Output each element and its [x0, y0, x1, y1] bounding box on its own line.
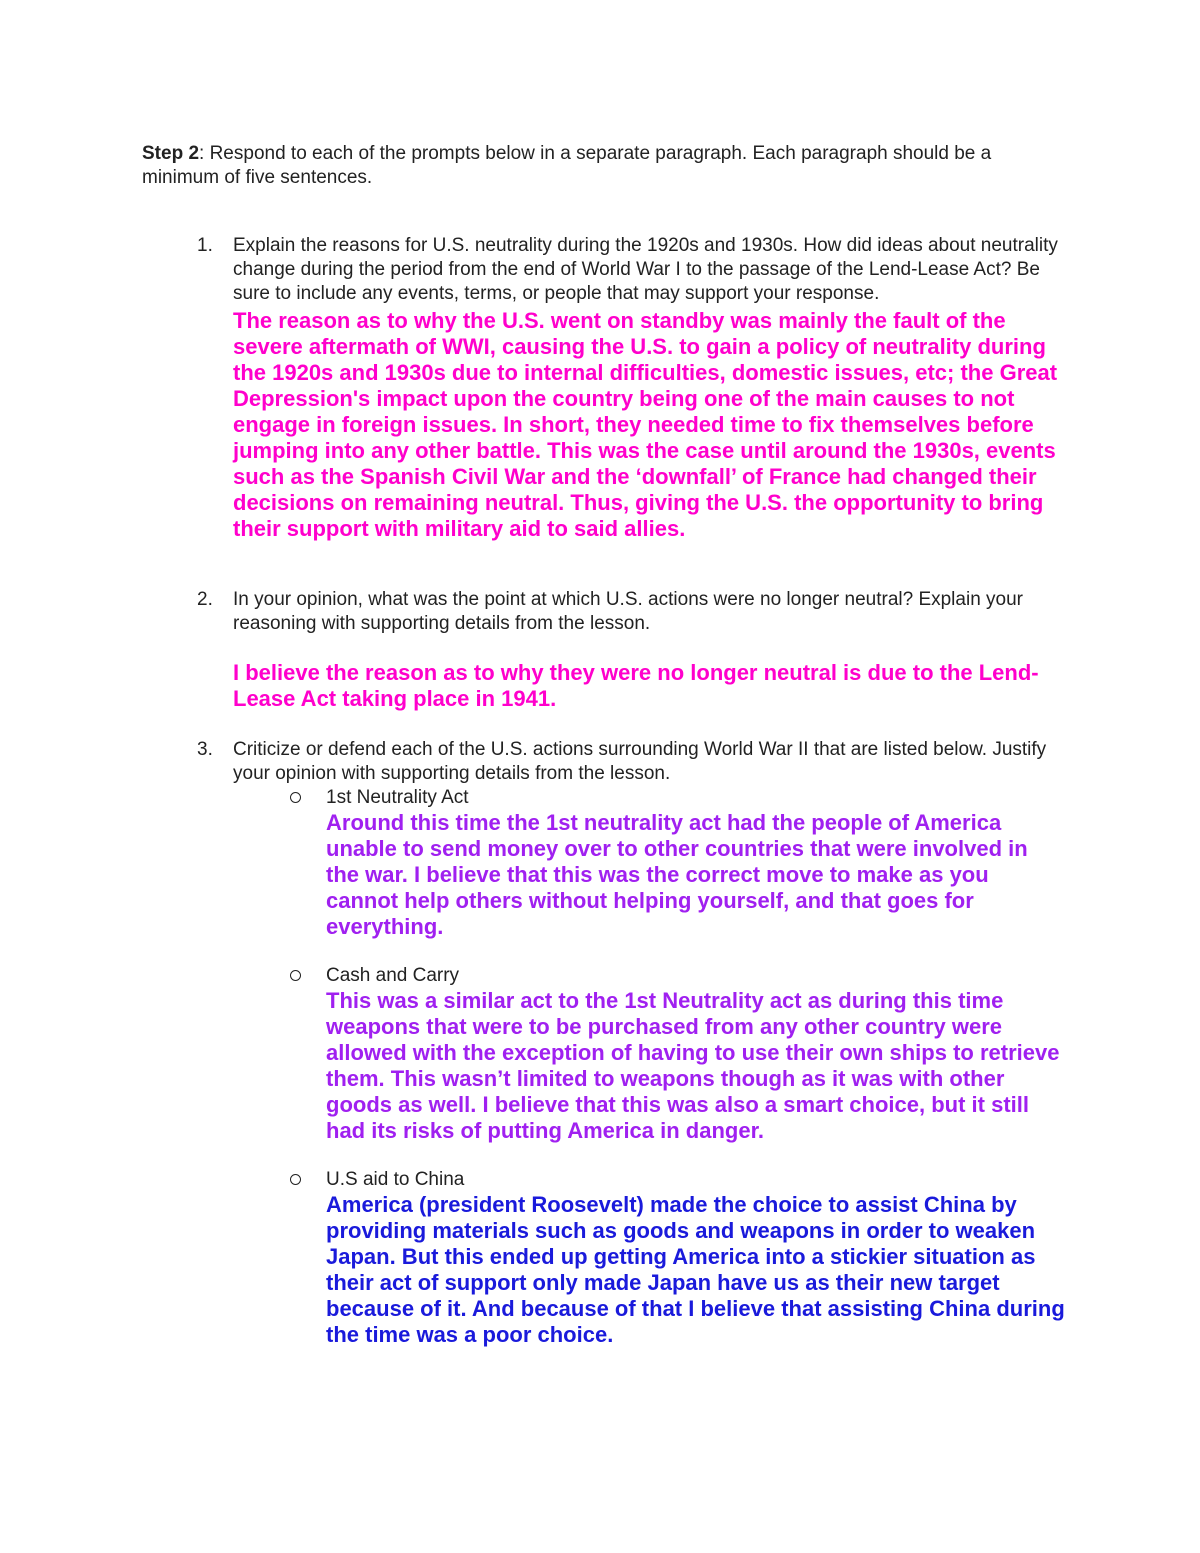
- question-prompt: In your opinion, what was the point at which U.S. actions were no longer neutral? Explain your reasoning with supporting details from the lesson.: [233, 589, 1024, 634]
- question-2-block: [233, 588, 1073, 712]
- question-answer: I believe the reason as to why they were no longer neutral is due to the Lend-Lease Act taking place in 1941.: [233, 660, 1039, 711]
- circle-bullet-icon: [290, 1174, 301, 1185]
- instructions-paragraph: [142, 142, 1062, 190]
- question-prompt: Criticize or defend each of the U.S. actions surrounding World War II that are listed below. Justify your opinion with supporting details from the lesson.: [233, 739, 1047, 784]
- instructions-text: : Respond to each of the prompts below in a separate paragraph. Each paragraph should be a minimum of five sentences.: [142, 143, 992, 188]
- circle-bullet-icon: [290, 970, 301, 981]
- question-number: 3.: [197, 739, 213, 760]
- question-number: 2.: [197, 589, 213, 610]
- subitem-answer: Around this time the 1st neutrality act had the people of America unable to send money over to other countries that were involved in the war. I believe that this was the correct move to make as you cannot help others without helping yourself, and that goes for everything.: [326, 810, 1028, 939]
- question-3-block: [233, 738, 1073, 786]
- circle-bullet-icon: [290, 792, 301, 803]
- question-answer: The reason as to why the U.S. went on standby was mainly the fault of the severe aftermath of WWI, causing the U.S. to gain a policy of neutrality during the 1920s and 1930s due to internal difficulties, domestic issues, etc; the Great Depression's impact upon the country being one of the main causes to not engage in foreign issues. In short, they needed time to fix themselves before jumping into any other battle. This was the case until around the 1930s, events such as the Spanish Civil War and the ‘downfall’ of France had changed their decisions on remaining neutral. Thus, giving the U.S. the opportunity to bring their support with military aid to said allies.: [233, 308, 1058, 541]
- subitem-answer: America (president Roosevelt) made the choice to assist China by providing materials such as goods and weapons in order to weaken Japan. But this ended up getting America into a stickier situation as their act of support only made Japan have us as their new target because of it. And because of that I believe that assisting China during the time was a poor choice.: [326, 1192, 1065, 1347]
- subitem-label: Cash and Carry: [326, 965, 460, 986]
- subitem-label: 1st Neutrality Act: [326, 787, 469, 808]
- subitem-label: U.S aid to China: [326, 1169, 465, 1190]
- question-1-block: [233, 234, 1073, 542]
- subitem-answer: This was a similar act to the 1st Neutrality act as during this time weapons that were to be purchased from any other country were allowed with the exception of having to use their own ships to retrieve them. This wasn’t limited to weapons though as it was with other goods as well. I believe that this was also a smart choice, but it still had its risks of putting America in danger.: [326, 988, 1060, 1143]
- question-prompt: Explain the reasons for U.S. neutrality during the 1920s and 1930s. How did ideas about neutrality change during the period from the end of World War I to the passage of the Lend-Lease Act? Be sure to include any events, terms, or people that may support your response.: [233, 235, 1058, 304]
- step-label: Step 2: [142, 143, 200, 164]
- question-number: 1.: [197, 235, 213, 256]
